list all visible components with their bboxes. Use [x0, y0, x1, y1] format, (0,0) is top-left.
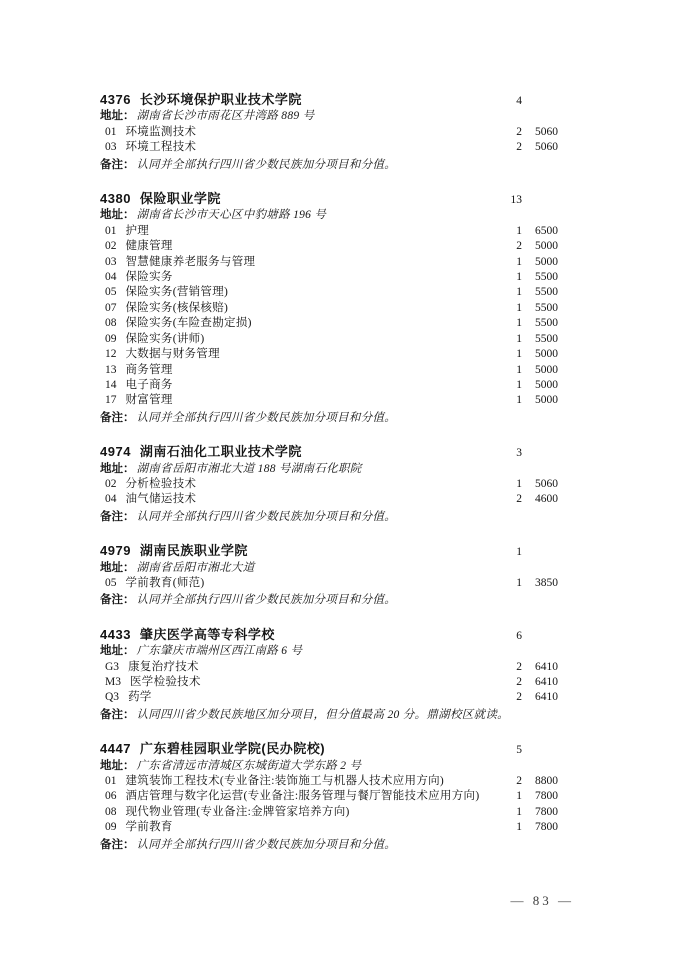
remark-label: 备注：	[100, 594, 135, 607]
major-name: 环境监测技术	[125, 125, 197, 138]
major-name: 现代物业管理(专业备注:金牌管家培养方向)	[125, 805, 350, 818]
major-row	[100, 675, 558, 690]
major-code: 01	[105, 125, 117, 138]
remark-text: 认同四川省少数民族地区加分项目，但分值最高 20 分。鼎湖校区就读。	[136, 708, 509, 721]
major-count: 1	[516, 394, 522, 407]
major-name: 环境工程技术	[125, 141, 197, 154]
school-block	[100, 92, 558, 173]
address-row	[100, 561, 558, 576]
major-count: 1	[516, 286, 522, 299]
major-list	[100, 576, 558, 591]
remark-label: 备注：	[100, 158, 135, 171]
major-count: 1	[516, 790, 522, 803]
major-fee: 5000	[535, 255, 558, 268]
major-row	[100, 125, 558, 140]
major-fee: 5000	[535, 348, 558, 361]
major-row	[100, 224, 558, 239]
remark-row	[100, 593, 558, 608]
major-count: 1	[516, 317, 522, 330]
major-name: 电子商务	[125, 378, 173, 391]
major-count: 2	[516, 775, 522, 788]
remark-label: 备注：	[100, 838, 135, 851]
school-name: 长沙环境保护职业技术学院	[139, 92, 302, 107]
school-code: 4433	[100, 626, 131, 642]
major-name: 保险实务(营销管理)	[125, 286, 229, 299]
major-row	[100, 255, 558, 270]
major-count: 2	[516, 493, 522, 506]
school-block	[100, 444, 558, 525]
major-name: 学前教育	[125, 821, 173, 834]
major-fee: 6410	[535, 660, 558, 673]
major-code: 02	[105, 240, 117, 253]
school-total-count: 5	[516, 744, 522, 757]
address-row	[100, 759, 558, 774]
school-block	[100, 627, 558, 723]
remark-text: 认同并全部执行四川省少数民族加分项目和分值。	[136, 838, 397, 851]
school-total-count: 1	[516, 546, 522, 559]
major-fee: 5060	[535, 125, 558, 138]
major-list	[100, 774, 558, 836]
major-name: 酒店管理与数字化运营(专业备注:服务管理与餐厅智能技术应用方向)	[125, 790, 480, 803]
major-name: 大数据与财务管理	[125, 348, 220, 361]
major-code: 08	[105, 805, 117, 818]
remark-row	[100, 838, 558, 853]
school-name: 湖南石油化工职业技术学院	[139, 444, 302, 460]
school-code: 4447	[100, 741, 131, 757]
major-name: 建筑装饰工程技术(专业备注:装饰施工与机器人技术应用方向)	[125, 775, 445, 788]
school-name: 湖南民族职业学院	[139, 543, 248, 559]
major-code: 03	[105, 141, 117, 154]
major-fee: 5060	[535, 141, 558, 154]
remark-row	[100, 510, 558, 525]
major-code: Q3	[105, 691, 120, 704]
address-text: 湖南省长沙市天心区中豹塘路 196 号	[136, 209, 327, 222]
major-fee: 3850	[535, 576, 558, 589]
major-code: M3	[105, 676, 121, 688]
address-label: 地址：	[100, 209, 135, 222]
major-fee: 5500	[535, 332, 558, 345]
major-fee: 7800	[535, 790, 558, 803]
major-fee: 5000	[535, 394, 558, 407]
major-row	[100, 492, 558, 507]
major-count: 1	[516, 224, 522, 237]
major-row	[100, 774, 558, 789]
major-row	[100, 363, 558, 378]
major-name: 油气储运技术	[125, 493, 197, 506]
major-code: 08	[105, 317, 117, 330]
major-name: 保险实务	[125, 271, 173, 284]
major-name: 商务管理	[125, 363, 173, 376]
remark-label: 备注：	[100, 411, 135, 424]
school-block	[100, 191, 558, 426]
major-fee: 7800	[535, 805, 558, 818]
school-header-row	[100, 92, 558, 109]
major-code: 14	[105, 378, 117, 391]
major-row	[100, 285, 558, 300]
major-code: 06	[105, 790, 117, 803]
major-name: 医学检验技术	[129, 676, 201, 688]
major-row	[100, 690, 558, 705]
major-row	[100, 140, 558, 155]
major-code: 01	[105, 775, 117, 788]
address-text: 广东肇庆市端州区西江南路 6 号	[136, 645, 303, 658]
major-name: 保险实务(车险查勘定损)	[125, 317, 252, 330]
major-fee: 5000	[535, 378, 558, 391]
major-count: 2	[516, 240, 522, 253]
major-code: 03	[105, 255, 117, 268]
remark-label: 备注：	[100, 510, 135, 523]
school-name: 肇庆医学高等专科学校	[139, 626, 275, 642]
remark-text: 认同并全部执行四川省少数民族加分项目和分值。	[136, 594, 397, 607]
major-row	[100, 393, 558, 408]
remark-text: 认同并全部执行四川省少数民族加分项目和分值。	[136, 411, 397, 424]
address-label: 地址：	[100, 645, 135, 658]
major-fee: 6410	[535, 691, 558, 704]
major-code: 05	[105, 576, 117, 589]
address-label: 地址：	[100, 561, 135, 574]
major-row	[100, 660, 558, 675]
major-fee: 5500	[535, 271, 558, 284]
address-text: 湖南省岳阳市湘北大道 188 号湖南石化职院	[136, 462, 362, 475]
major-name: 药学	[128, 691, 152, 704]
school-block	[100, 741, 558, 853]
major-code: 07	[105, 301, 117, 314]
major-code: 04	[105, 271, 117, 284]
major-row	[100, 301, 558, 316]
major-name: 保险实务(讲师)	[125, 332, 205, 345]
school-code: 4979	[100, 543, 131, 559]
major-name: 健康管理	[125, 240, 173, 253]
address-text: 广东省清远市清城区东城街道大学东路 2 号	[136, 759, 362, 772]
major-code: 02	[105, 477, 117, 490]
remark-row	[100, 411, 558, 426]
major-count: 1	[516, 363, 522, 376]
major-fee: 8800	[535, 775, 558, 788]
major-fee: 6410	[535, 676, 558, 688]
major-list	[100, 125, 558, 156]
address-row	[100, 208, 558, 223]
major-count: 1	[516, 348, 522, 361]
major-name: 康复治疗技术	[128, 660, 199, 673]
school-block	[100, 543, 558, 609]
school-header-row	[100, 627, 558, 644]
school-name: 保险职业学院	[139, 191, 221, 207]
address-label: 地址：	[100, 759, 135, 772]
major-name: 财富管理	[125, 394, 173, 407]
major-row	[100, 805, 558, 820]
school-name: 广东碧桂园职业学院(民办院校)	[139, 741, 326, 757]
major-fee: 5500	[535, 301, 558, 314]
major-name: 智慧健康养老服务与管理	[125, 255, 256, 268]
major-code: G3	[105, 660, 120, 673]
major-count: 2	[516, 125, 522, 138]
major-count: 1	[516, 821, 522, 834]
school-total-count: 13	[510, 194, 522, 207]
major-code: 04	[105, 493, 117, 506]
school-list	[100, 92, 558, 871]
school-header-row	[100, 191, 558, 208]
major-list	[100, 224, 558, 409]
major-count: 1	[516, 576, 522, 589]
school-total-count: 6	[516, 629, 522, 642]
school-total-count: 3	[516, 447, 522, 460]
major-code: 17	[105, 394, 117, 407]
major-list	[100, 477, 558, 508]
major-row	[100, 332, 558, 347]
page-number: — 83 —	[510, 893, 574, 908]
major-count: 2	[516, 676, 522, 688]
major-count: 1	[516, 378, 522, 391]
major-row	[100, 820, 558, 835]
major-count: 2	[516, 660, 522, 673]
major-fee: 4600	[535, 493, 558, 506]
major-code: 09	[105, 332, 117, 345]
major-fee: 7800	[535, 821, 558, 834]
school-code: 4380	[100, 191, 131, 207]
address-label: 地址：	[100, 462, 135, 475]
major-fee: 5000	[535, 363, 558, 376]
remark-row	[100, 708, 558, 723]
remark-text: 认同并全部执行四川省少数民族加分项目和分值。	[136, 510, 397, 523]
address-row	[100, 109, 558, 124]
major-code: 01	[105, 224, 117, 237]
major-count: 1	[516, 805, 522, 818]
address-text: 湖南省长沙市雨花区井湾路 889 号	[136, 110, 315, 123]
major-code: 13	[105, 363, 117, 376]
major-fee: 5500	[535, 286, 558, 299]
major-fee: 5500	[535, 317, 558, 330]
major-count: 1	[516, 271, 522, 284]
major-name: 学前教育(师范)	[125, 576, 205, 589]
major-row	[100, 477, 558, 492]
major-list	[100, 660, 558, 706]
school-code: 4376	[100, 92, 131, 107]
major-row	[100, 378, 558, 393]
major-count: 1	[516, 332, 522, 345]
major-name: 护理	[125, 224, 150, 237]
school-header-row	[100, 741, 558, 758]
remark-text: 认同并全部执行四川省少数民族加分项目和分值。	[136, 158, 397, 171]
major-code: 09	[105, 821, 117, 834]
school-header-row	[100, 543, 558, 560]
major-count: 1	[516, 255, 522, 268]
major-row	[100, 239, 558, 254]
remark-row	[100, 158, 558, 173]
major-row	[100, 316, 558, 331]
major-code: 12	[105, 348, 117, 361]
major-row	[100, 270, 558, 285]
remark-label: 备注：	[100, 708, 135, 721]
major-count: 2	[516, 691, 522, 704]
major-name: 保险实务(核保核赔)	[125, 301, 229, 314]
major-code: 05	[105, 286, 117, 299]
school-code: 4974	[100, 444, 131, 460]
address-text: 湖南省岳阳市湘北大道	[136, 561, 255, 574]
address-label: 地址：	[100, 110, 135, 123]
major-fee: 5060	[535, 477, 558, 490]
school-total-count: 4	[516, 95, 522, 107]
major-fee: 5000	[535, 240, 558, 253]
major-count: 2	[516, 141, 522, 154]
major-name: 分析检验技术	[125, 477, 197, 490]
major-count: 1	[516, 301, 522, 314]
school-header-row	[100, 444, 558, 461]
major-row	[100, 789, 558, 804]
address-row	[100, 462, 558, 477]
major-row	[100, 347, 558, 362]
address-row	[100, 644, 558, 659]
major-row	[100, 576, 558, 591]
major-count: 1	[516, 477, 522, 490]
major-fee: 6500	[535, 224, 558, 237]
